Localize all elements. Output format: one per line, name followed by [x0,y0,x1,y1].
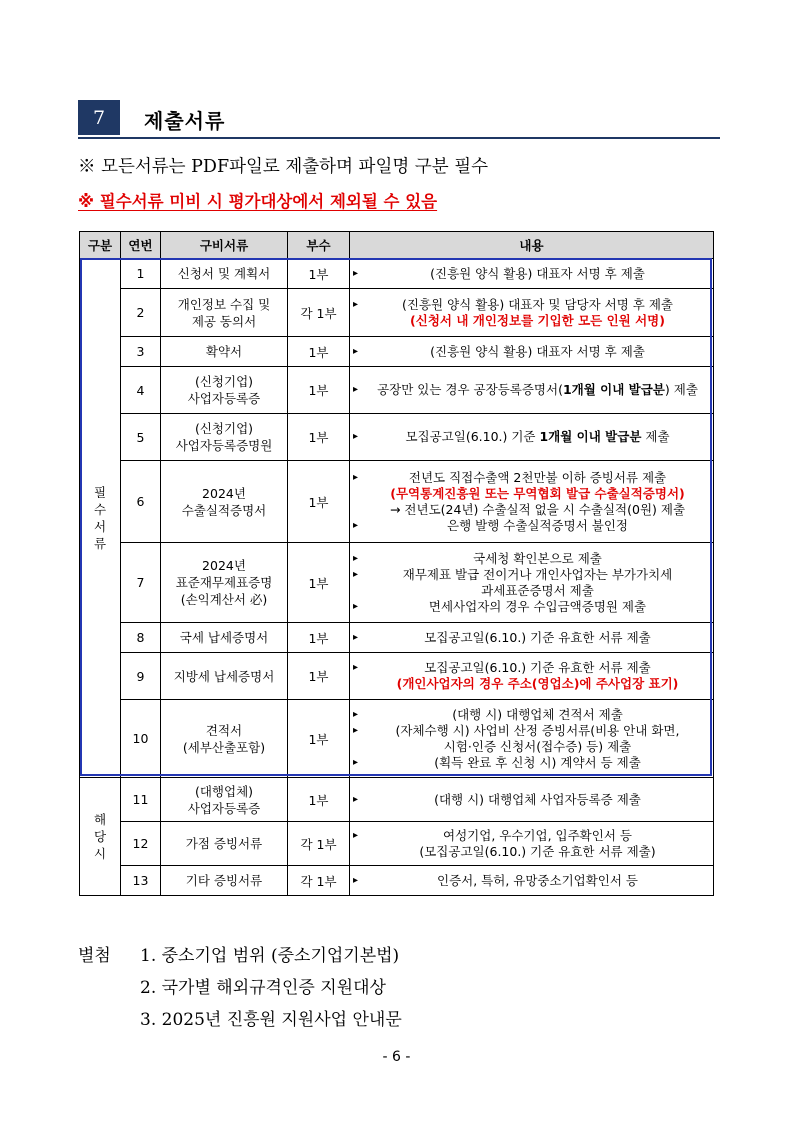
warning-note: ※ 필수서류 미비 시 평가대상에서 제외될 수 있음 [78,192,438,211]
table-row [80,367,714,414]
row-number: 12 [121,822,161,866]
content-cell [350,543,714,623]
table-row [80,653,714,700]
content-line: ▸ (대행 시) 대행업체 사업자등록증 제출 [353,792,710,808]
content-line: ▸ 모집공고일(6.10.) 기준 유효한 서류 제출 [353,630,710,646]
table-row [80,259,714,289]
document-name: 지방세 납세증명서 [161,653,288,700]
content-line: ▸ (대행 시) 대행업체 견적서 제출 [353,707,710,723]
row-number: 7 [121,543,161,623]
content-cell [350,461,714,543]
row-number: 5 [121,414,161,461]
row-number: 4 [121,367,161,414]
table-header-row [80,232,714,259]
copies: 1부 [288,543,350,623]
row-number: 6 [121,461,161,543]
content-line: ▸ (진흥원 양식 활용) 대표자 서명 후 제출 [353,266,710,282]
content-line: ▸ 면세사업자의 경우 수입금액증명원 제출 [353,599,710,615]
document-name: 국세 납세증명서 [161,623,288,653]
content-line [353,382,710,398]
section-title: 제출서류 [144,109,226,133]
content-cell [350,289,714,337]
content-text: 제출 [641,429,670,444]
copies: 1부 [288,414,350,461]
document-name: (신청기업) 사업자등록증명원 [161,414,288,461]
content-line [353,429,710,445]
category-required: 필 수 서 류 [80,259,121,778]
documents-table [79,231,714,896]
document-name: (대행업체) 사업자등록증 [161,778,288,822]
content-line: ▸ 국세청 확인본으로 제출 [353,551,710,567]
content-line: ▸ (진흥원 양식 활용) 대표자 서명 후 제출 [353,344,710,360]
attachment-item: 2. 국가별 해외규격인증 지원대상 [140,978,386,998]
content-line: ▸ 여성기업, 우수기업, 입주확인서 등 (모집공고일(6.10.) 기준 유효한 서류 제출) [353,828,710,860]
general-note: ※ 모든서류는 PDF파일로 제출하며 파일명 구분 필수 [78,157,489,177]
copies: 1부 [288,367,350,414]
header-copies: 부수 [288,232,350,259]
content-emphasis: 1개월 이내 발급분 [562,382,665,397]
content-cell [350,367,714,414]
content-line: ▸ 전년도 직접수출액 2천만불 이하 증빙서류 제출 [353,470,710,486]
content-line: ▸ 재무제표 발급 전이거나 개인사업자는 부가가치세 과세표준증명서 제출 [353,567,710,599]
content-cell [350,822,714,866]
copies: 각 1부 [288,822,350,866]
content-cell [350,700,714,778]
content-line: → 전년도(24년) 수출실적 없을 시 수출실적(0원) 제출 [389,501,686,517]
content-line: ▸ (획득 완료 후 신청 시) 계약서 등 제출 [353,755,710,771]
copies: 1부 [288,461,350,543]
header-no: 연번 [121,232,161,259]
content-cell [350,778,714,822]
section-number: 7 [78,100,120,135]
row-number: 13 [121,866,161,896]
content-cell [350,259,714,289]
document-name: 신청서 및 계획서 [161,259,288,289]
header-category: 구분 [80,232,121,259]
table-row [80,414,714,461]
table-row [80,700,714,778]
content-line: ▸ (진흥원 양식 활용) 대표자 및 담당자 서명 후 제출 [353,297,710,313]
content-cell [350,866,714,896]
attachment-item: 3. 2025년 진흥원 지원사업 안내문 [140,1010,402,1030]
content-emphasis: 1개월 이내 발급분 [539,429,642,444]
content-line: ▸ (자체수행 시) 사업비 산정 증빙서류(비용 안내 화면, 시험·인증 신청서(접수증) 등) 제출 [353,723,710,755]
header-content: 내용 [350,232,714,259]
category-applicable: 해 당 시 [80,778,121,896]
table-row [80,461,714,543]
content-line: ▸ 모집공고일(6.10.) 기준 유효한 서류 제출 [353,660,710,676]
content-cell [350,623,714,653]
content-text: 공장만 있는 경우 공장등록증명서( [377,382,563,397]
copies: 1부 [288,259,350,289]
copies: 각 1부 [288,866,350,896]
row-number: 9 [121,653,161,700]
attachments-label: 별첨 [78,946,111,966]
row-number: 8 [121,623,161,653]
table-row [80,822,714,866]
table-row [80,623,714,653]
row-number: 11 [121,778,161,822]
table-row [80,337,714,367]
document-name: 가점 증빙서류 [161,822,288,866]
content-text: 모집공고일(6.10.) 기준 [405,429,540,444]
document-name: 확약서 [161,337,288,367]
copies: 1부 [288,623,350,653]
table-row [80,778,714,822]
content-cell [350,414,714,461]
row-number: 1 [121,259,161,289]
row-number: 2 [121,289,161,337]
copies: 1부 [288,337,350,367]
content-highlight: (무역통계진흥원 또는 무역협회 발급 수출실적증명서) [390,485,685,501]
table-row [80,543,714,623]
document-name: 2024년 표준재무제표증명 (손익계산서 必) [161,543,288,623]
attachments-list [140,940,402,1036]
attachment-item: 1. 중소기업 범위 (중소기업기본법) [140,946,400,966]
header-document: 구비서류 [161,232,288,259]
content-line: ▸ 인증서, 특허, 유망중소기업확인서 등 [353,873,710,889]
document-name: 기타 증빙서류 [161,866,288,896]
row-number: 10 [121,700,161,778]
section-header [78,100,720,139]
copies: 1부 [288,700,350,778]
table-row [80,289,714,337]
copies: 각 1부 [288,289,350,337]
document-name: (신청기업) 사업자등록증 [161,367,288,414]
table-row [80,866,714,896]
content-highlight: (개인사업자의 경우 주소(영업소)에 주사업장 표기) [396,676,679,691]
row-number: 3 [121,337,161,367]
document-name: 2024년 수출실적증명서 [161,461,288,543]
content-line: ▸ 은행 발행 수출실적증명서 불인정 [353,518,710,534]
copies: 1부 [288,778,350,822]
content-highlight: (신청서 내 개인정보를 기입한 모든 인원 서명) [410,312,665,328]
document-name: 견적서 (세부산출포함) [161,700,288,778]
document-name: 개인정보 수집 및 제공 동의서 [161,289,288,337]
page-number: - 6 - [382,1049,411,1065]
content-text: ) 제출 [664,382,698,397]
copies: 1부 [288,653,350,700]
content-cell [350,337,714,367]
content-cell [350,653,714,700]
